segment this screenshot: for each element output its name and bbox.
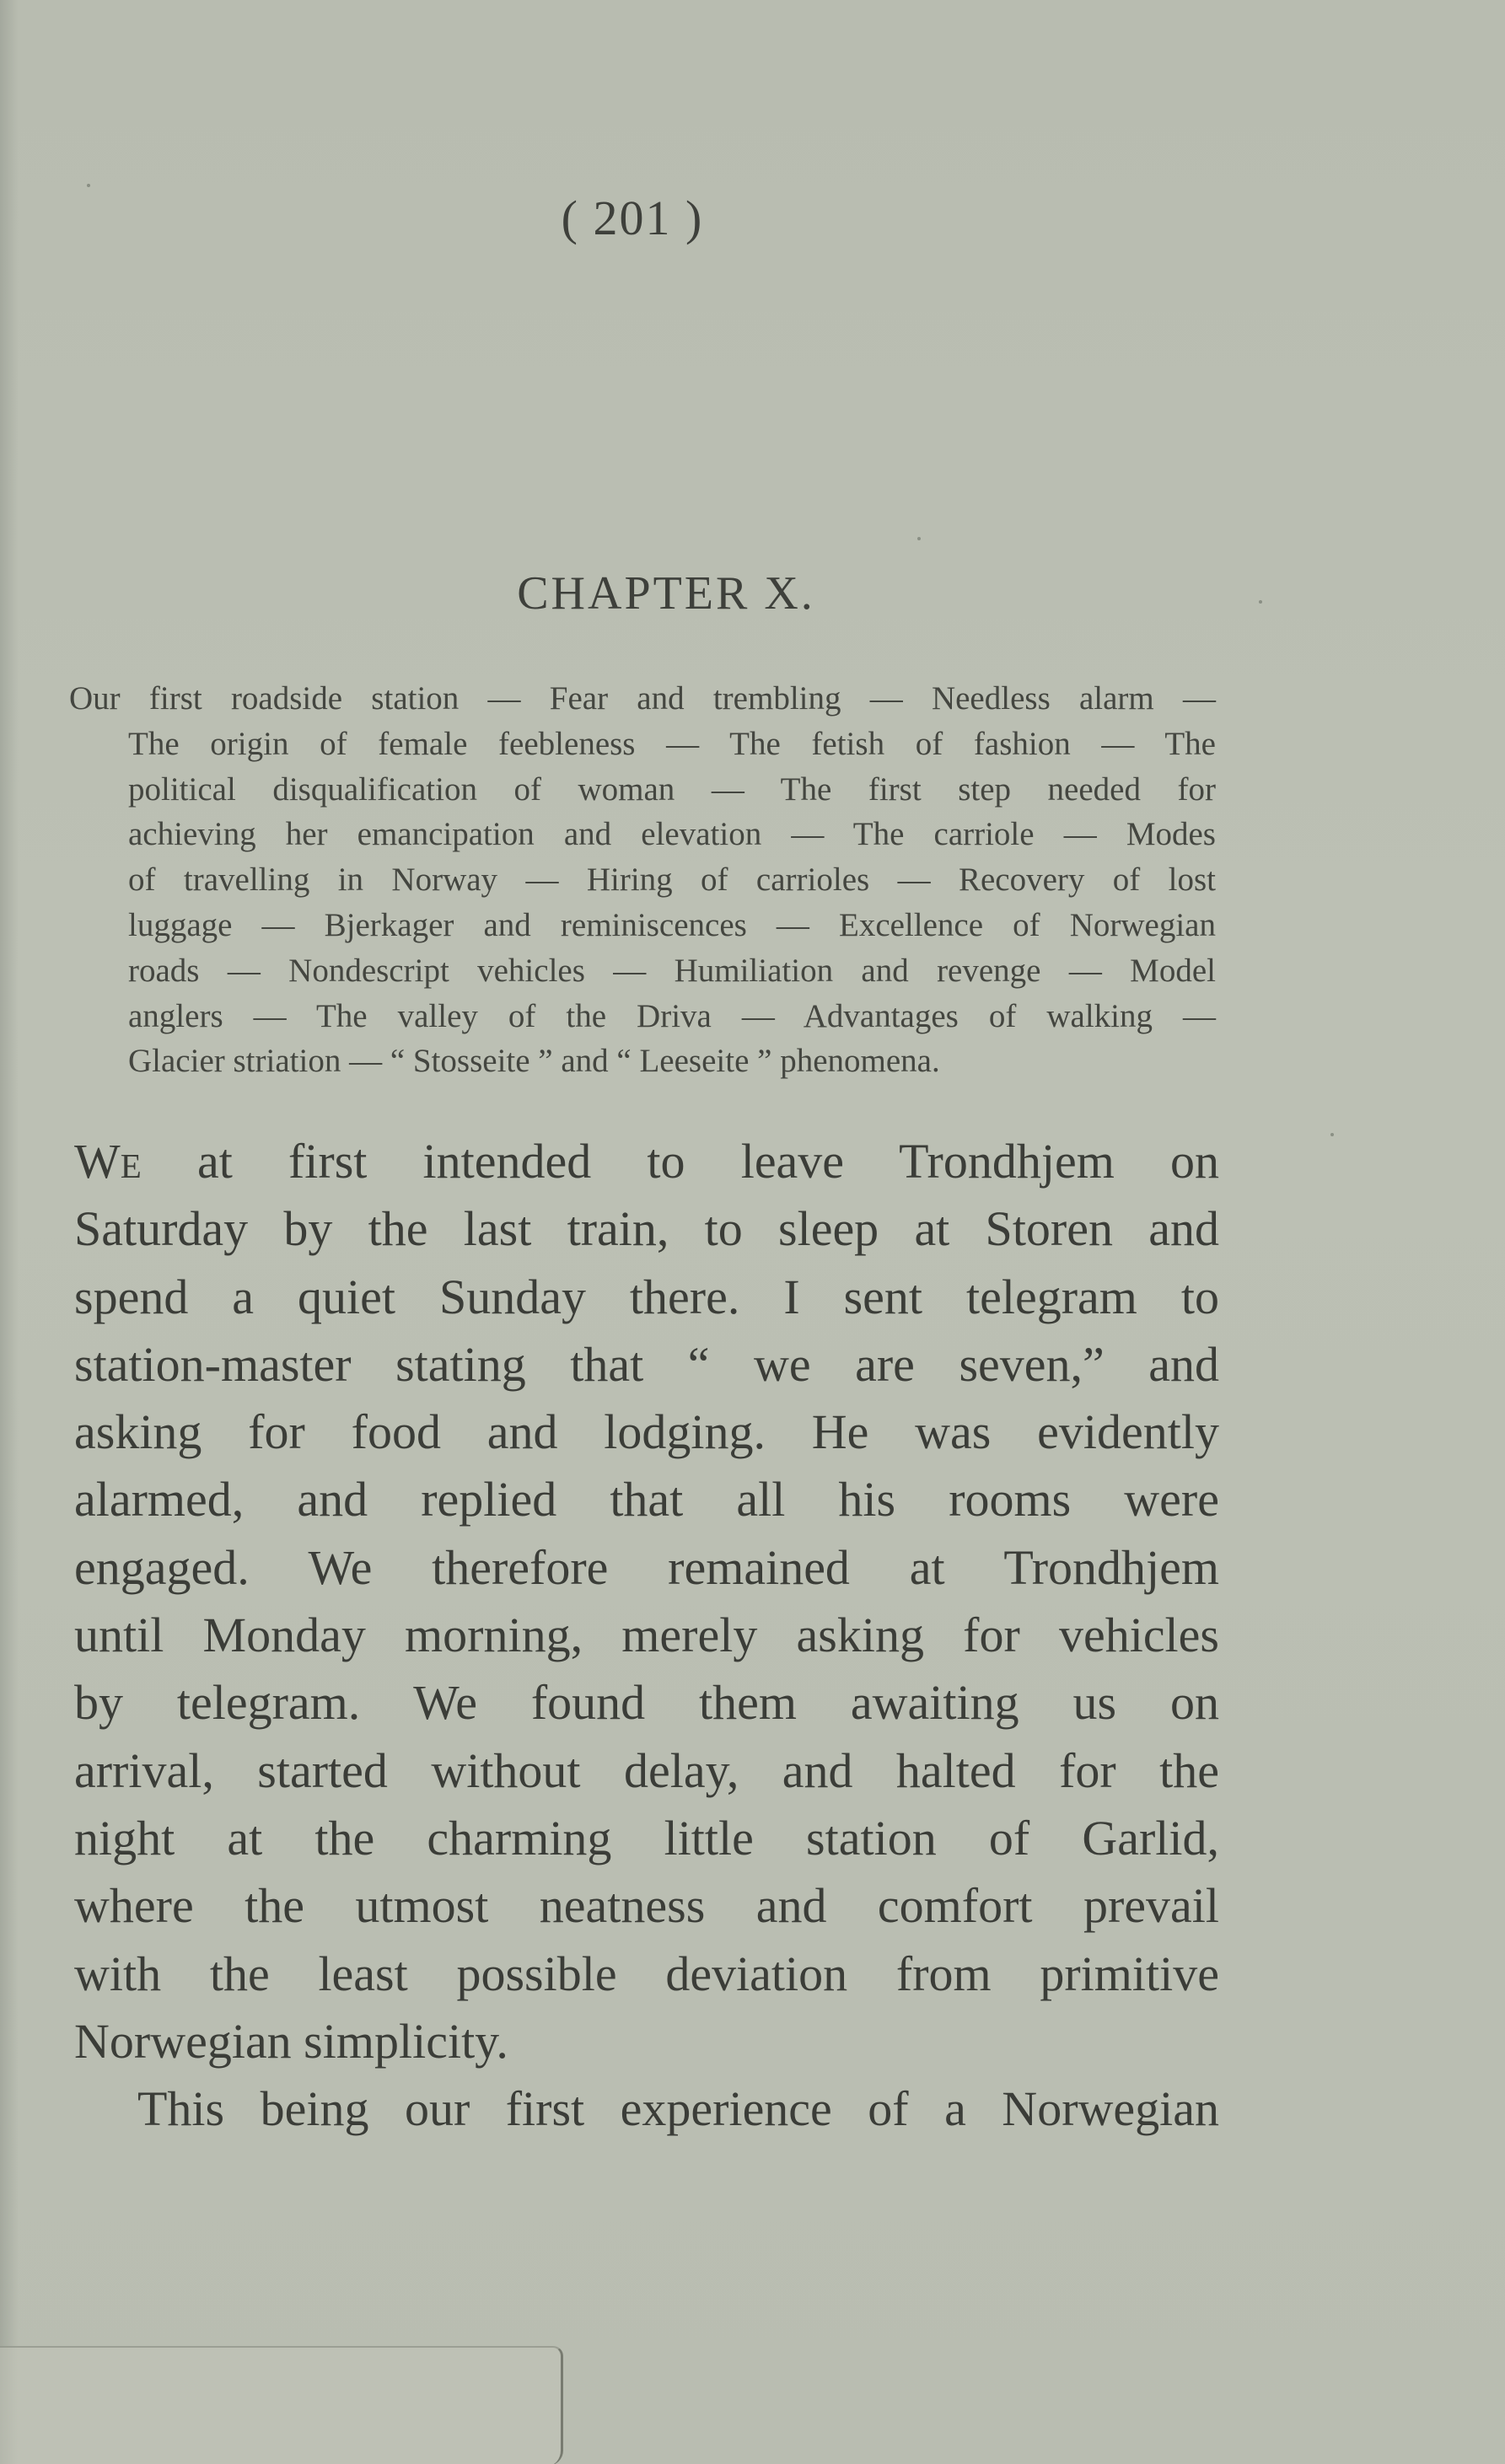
body-line: asking for food and lodging. He was evidently <box>74 1404 1219 1460</box>
first-line-text: at first intended to leave Trondhjem on <box>141 1134 1219 1189</box>
chapter-title: CHAPTER X. <box>517 567 815 620</box>
chapter-synopsis <box>69 676 1216 1084</box>
synopsis-line: political disqualification of woman — The first step needed for <box>128 770 1216 808</box>
synopsis-line: luggage — Bjerkager and reminiscences — Excellence of Norwegian <box>128 906 1216 943</box>
paper-speck <box>1330 1133 1334 1136</box>
drop-cap: We <box>74 1134 142 1189</box>
synopsis-line: achieving her emancipation and elevation — The carriole — Modes <box>128 816 1216 853</box>
library-slip-mark <box>0 2346 563 2464</box>
synopsis-line: Glacier striation — “ Stosseite ” and “ Leeseite ” phenomena. <box>128 1043 940 1080</box>
paper-speck <box>87 184 90 187</box>
page-edge-shadow <box>0 0 19 2464</box>
body-line-first <box>74 1128 1219 1195</box>
page-number: ( 201 ) <box>561 191 704 245</box>
body-line: where the utmost neatness and comfort prevail <box>74 1878 1219 1934</box>
body-text <box>74 1128 1219 2143</box>
body-line: night at the charming little station of Garlid, <box>74 1810 1219 1865</box>
body-line: with the least possible deviation from primitive <box>74 1946 1219 2001</box>
paper-speck <box>917 537 921 540</box>
paper-speck <box>1259 600 1262 604</box>
body-line: station-master stating that “ we are seven,” and <box>74 1336 1219 1392</box>
body-line: alarmed, and replied that all his rooms were <box>74 1472 1219 1527</box>
body-line: Norwegian simplicity. <box>74 2013 508 2069</box>
synopsis-line: roads — Nondescript vehicles — Humiliation and revenge — Model <box>128 952 1216 989</box>
body-line-next-paragraph: This being our first experience of a Norwegian <box>137 2081 1219 2137</box>
synopsis-line: anglers — The valley of the Driva — Advantages of walking — <box>128 997 1216 1034</box>
body-line: spend a quiet Sunday there. I sent telegram to <box>74 1269 1219 1324</box>
synopsis-line: Our first roadside station — Fear and trembling — Needless alarm — <box>69 680 1216 717</box>
body-line: arrival, started without delay, and halted for the <box>74 1742 1219 1798</box>
synopsis-line: The origin of female feebleness — The fetish of fashion — The <box>128 725 1216 762</box>
body-line: Saturday by the last train, to sleep at Storen and <box>74 1201 1219 1257</box>
synopsis-line: of travelling in Norway — Hiring of carrioles — Recovery of lost <box>128 862 1216 899</box>
body-line: engaged. We therefore remained at Trondhjem <box>74 1539 1219 1595</box>
body-line: until Monday morning, merely asking for vehicles <box>74 1608 1219 1663</box>
body-line: by telegram. We found them awaiting us on <box>74 1675 1219 1731</box>
